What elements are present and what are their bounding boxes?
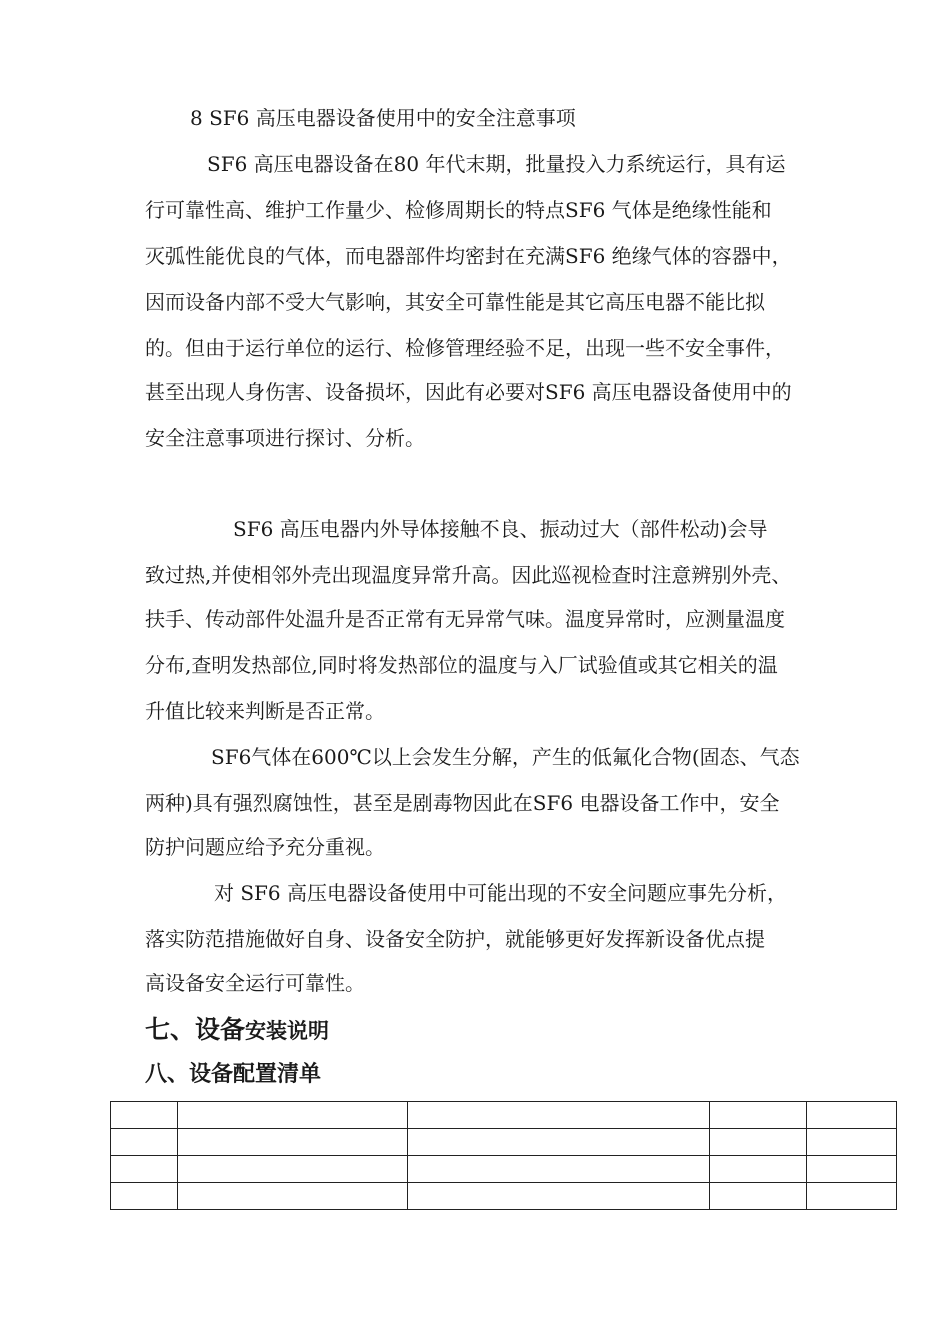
paragraph-2-line-1: SF6 高压电器内外导体接触不良、振动过大（部件松动)会导 bbox=[233, 517, 768, 541]
paragraph-4-line-1: 对 SF6 高压电器设备使用中可能出现的不安全问题应事先分析， bbox=[214, 881, 788, 905]
paragraph-1-line-4: 因而设备内部不受大气影响，其安全可靠性能是其它高压电器不能比拟 bbox=[145, 290, 765, 314]
table-cell bbox=[407, 1156, 710, 1183]
table-row bbox=[111, 1156, 897, 1183]
paragraph-1-line-7: 安全注意事项进行探讨、分析。 bbox=[145, 426, 425, 450]
table-cell bbox=[111, 1156, 178, 1183]
paragraph-1-line-6: 甚至出现人身伤害、设备损坏，因此有必要对SF6 高压电器设备使用中的 bbox=[145, 380, 792, 404]
table-cell bbox=[807, 1156, 897, 1183]
paragraph-1-line-1: SF6 高压电器设备在80 年代末期，批量投入力系统运行，具有运 bbox=[207, 152, 786, 176]
paragraph-4-line-2: 落实防范措施做好自身、设备安全防护，就能够更好发挥新设备优点提 bbox=[145, 927, 765, 951]
table-cell bbox=[111, 1102, 178, 1129]
table-cell bbox=[111, 1129, 178, 1156]
table-row bbox=[111, 1183, 897, 1210]
paragraph-2-line-4: 分布,查明发热部位,同时将发热部位的温度与入厂试验值或其它相关的温 bbox=[145, 653, 778, 677]
table-cell bbox=[710, 1156, 807, 1183]
table-cell bbox=[177, 1156, 407, 1183]
paragraph-1-line-5: 的。但由于运行单位的运行、检修管理经验不足，出现一些不安全事件， bbox=[145, 336, 785, 360]
table-cell bbox=[177, 1129, 407, 1156]
table-cell bbox=[807, 1129, 897, 1156]
heading-7-part-1: 七、设备 bbox=[145, 1015, 246, 1044]
table-cell bbox=[710, 1129, 807, 1156]
paragraph-3-line-1: SF6气体在600℃以上会发生分解，产生的低氟化合物(固态、气态 bbox=[211, 745, 800, 769]
table-cell bbox=[807, 1183, 897, 1210]
table-cell bbox=[407, 1102, 710, 1129]
table-cell bbox=[407, 1183, 710, 1210]
heading-7-part-2: 安装说明 bbox=[245, 1019, 330, 1043]
paragraph-2-line-2: 致过热,并使相邻外壳出现温度异常升高。因此巡视检查时注意辨别外壳、 bbox=[145, 563, 792, 587]
paragraph-4-line-3: 高设备安全运行可靠性。 bbox=[145, 971, 365, 995]
table-cell bbox=[710, 1102, 807, 1129]
paragraph-2-line-5: 升值比较来判断是否正常。 bbox=[145, 699, 385, 723]
table-row bbox=[111, 1129, 897, 1156]
paragraph-3-line-2: 两种)具有强烈腐蚀性，甚至是剧毒物因此在SF6 电器设备工作中，安全 bbox=[145, 791, 780, 815]
paragraph-1-line-3: 灭弧性能优良的气体，而电器部件均密封在充满SF6 绝缘气体的容器中， bbox=[145, 244, 792, 268]
paragraph-3-line-3: 防护问题应给予充分重视。 bbox=[145, 835, 385, 859]
heading-8: 八、设备配置清单 bbox=[145, 1062, 322, 1087]
table-cell bbox=[407, 1129, 710, 1156]
paragraph-2-line-3: 扶手、传动部件处温升是否正常有无异常气味。温度异常时，应测量温度 bbox=[145, 607, 785, 631]
table-cell bbox=[710, 1183, 807, 1210]
section-title: 8 SF6 高压电器设备使用中的安全注意事项 bbox=[190, 106, 576, 130]
table-cell bbox=[177, 1183, 407, 1210]
heading-7 bbox=[145, 1010, 329, 1046]
table-cell bbox=[177, 1102, 407, 1129]
table-row bbox=[111, 1102, 897, 1129]
paragraph-1-line-2: 行可靠性高、维护工作量少、检修周期长的特点SF6 气体是绝缘性能和 bbox=[145, 198, 772, 222]
table-cell bbox=[807, 1102, 897, 1129]
table-cell bbox=[111, 1183, 178, 1210]
equipment-config-table bbox=[110, 1101, 897, 1210]
